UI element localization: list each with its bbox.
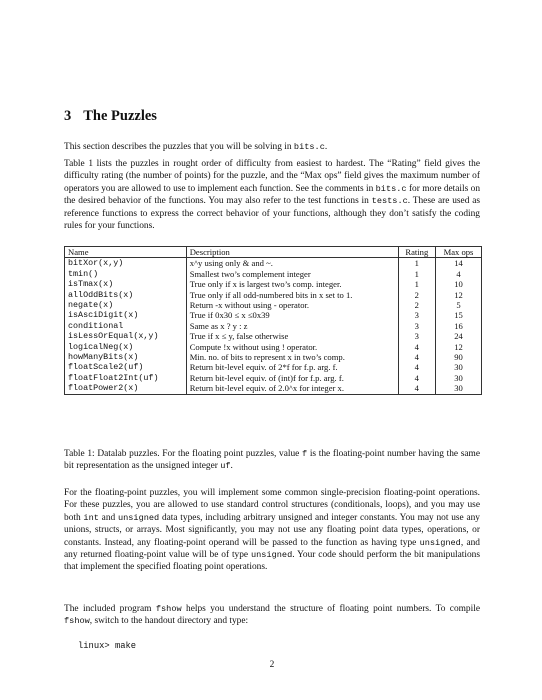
puzzle-max-ops: 30 [435,362,481,372]
table-row [65,342,482,352]
puzzle-max-ops: 15 [435,310,481,320]
table-row [65,352,482,362]
table-row [65,331,482,341]
puzzle-rating: 3 [398,321,435,331]
puzzle-rating: 4 [398,352,435,362]
table-description-paragraph: Table 1 lists the puzzles in rought order of difficulty from easiest to hardest. The “Rating” field gives the difficulty rating (the number of points) for the puzzle, and the “Max ops” field gives the maximum number of operators you are allowed to use to implement each function. See the comments in bits.c for more details on the desired behavior of the functions. You may also refer to the test functions in tests.c. These are used as reference functions to express the correct behavior of your functions, although they don’t satisfy the coding rules for your functions. [64,159,481,232]
puzzle-rating: 2 [398,290,435,300]
puzzle-rating: 4 [398,342,435,352]
table-row [65,300,482,310]
table-row [65,290,482,300]
table-header-row [65,247,482,258]
puzzle-max-ops: 12 [435,342,481,352]
puzzle-name: isAsciDigit(x) [65,310,187,320]
puzzle-max-ops: 24 [435,331,481,341]
puzzle-name: bitXor(x,y) [65,258,187,269]
puzzles-table [64,246,482,395]
puzzle-max-ops: 16 [435,321,481,331]
puzzle-description: Return bit-level equiv. of (int)f for f.p. arg. f. [186,373,398,383]
puzzle-description: True if x ≤ y, false otherwise [186,331,398,341]
puzzle-description: True only if all odd-numbered bits in x set to 1. [186,290,398,300]
puzzle-max-ops: 90 [435,352,481,362]
intro-paragraph: This section describes the puzzles that you will be solving in bits.c. [64,142,328,152]
header-description: Description [186,247,398,258]
table-row [65,321,482,331]
table-row [65,258,482,269]
puzzle-description: x^y using only & and ~. [186,258,398,269]
puzzle-rating: 4 [398,383,435,394]
puzzle-name: floatScale2(uf) [65,362,187,372]
puzzle-max-ops: 5 [435,300,481,310]
page-number: 2 [269,660,275,670]
table-row [65,269,482,279]
section-title: The Puzzles [83,108,157,124]
puzzle-name: logicalNeg(x) [65,342,187,352]
puzzle-name: tmin() [65,269,187,279]
puzzle-name: isTmax(x) [65,279,187,289]
puzzle-description: Smallest two’s complement integer [186,269,398,279]
puzzle-max-ops: 30 [435,373,481,383]
puzzle-name: negate(x) [65,300,187,310]
puzzle-description: Return bit-level equiv. of 2.0^x for integer x. [186,383,398,394]
puzzle-description: Return bit-level equiv. of 2*f for f.p. arg. f. [186,362,398,372]
puzzle-max-ops: 12 [435,290,481,300]
header-max-ops: Max ops [435,247,481,258]
table-row [65,362,482,372]
floating-point-paragraph: For the floating-point puzzles, you will implement some common single-precision floating-point operations. For these puzzles, you are allowed to use standard control structures (conditionals, loops), and you may use both int and unsigned data types, including arbitrary unsigned and integer constants. You may not use any unions, structs, or arrays. Most significantly, you may not use any floating point data types, operations, or constants. Instead, any floating-point operand will be passed to the function as having type unsigned, and any returned floating-point value will be of type unsigned. Your code should perform the bit manipulations that implement the specified floating point operations. [64,488,481,573]
puzzle-rating: 2 [398,300,435,310]
puzzle-rating: 4 [398,362,435,372]
header-name: Name [65,247,187,258]
puzzle-name: floatPower2(x) [65,383,187,394]
puzzle-max-ops: 10 [435,279,481,289]
fshow-paragraph: The included program fshow helps you understand the structure of floating point numbers. To compile fshow, switch to the handout directory and type: [64,604,480,627]
puzzle-description: Compute !x without using ! operator. [186,342,398,352]
puzzle-name: floatFloat2Int(uf) [65,373,187,383]
puzzle-max-ops: 30 [435,383,481,394]
table-row [65,373,482,383]
puzzle-description: Return -x without using - operator. [186,300,398,310]
puzzle-name: howManyBits(x) [65,352,187,362]
puzzle-max-ops: 14 [435,258,481,269]
section-heading [64,108,157,125]
table-row [65,310,482,320]
puzzle-description: Same as x ? y : z [186,321,398,331]
header-rating: Rating [398,247,435,258]
puzzle-description: True only if x is largest two’s comp. integer. [186,279,398,289]
puzzle-description: Min. no. of bits to represent x in two’s comp. [186,352,398,362]
table-row [65,279,482,289]
code-block: linux> make [78,641,137,651]
puzzle-rating: 3 [398,310,435,320]
puzzle-name: isLessOrEqual(x,y) [65,331,187,341]
puzzle-rating: 1 [398,269,435,279]
section-number: 3 [64,108,72,124]
puzzle-name: conditional [65,321,187,331]
puzzle-max-ops: 4 [435,269,481,279]
puzzle-rating: 3 [398,331,435,341]
puzzle-description: True if 0x30 ≤ x ≤0x39 [186,310,398,320]
puzzle-rating: 4 [398,373,435,383]
puzzle-name: allOddBits(x) [65,290,187,300]
puzzle-rating: 1 [398,258,435,269]
puzzle-rating: 1 [398,279,435,289]
table-caption: Table 1: Datalab puzzles. For the floating point puzzles, value f is the floating-point number having the same bit representation as the unsigned integer uf. [64,449,480,472]
table-row [65,383,482,394]
